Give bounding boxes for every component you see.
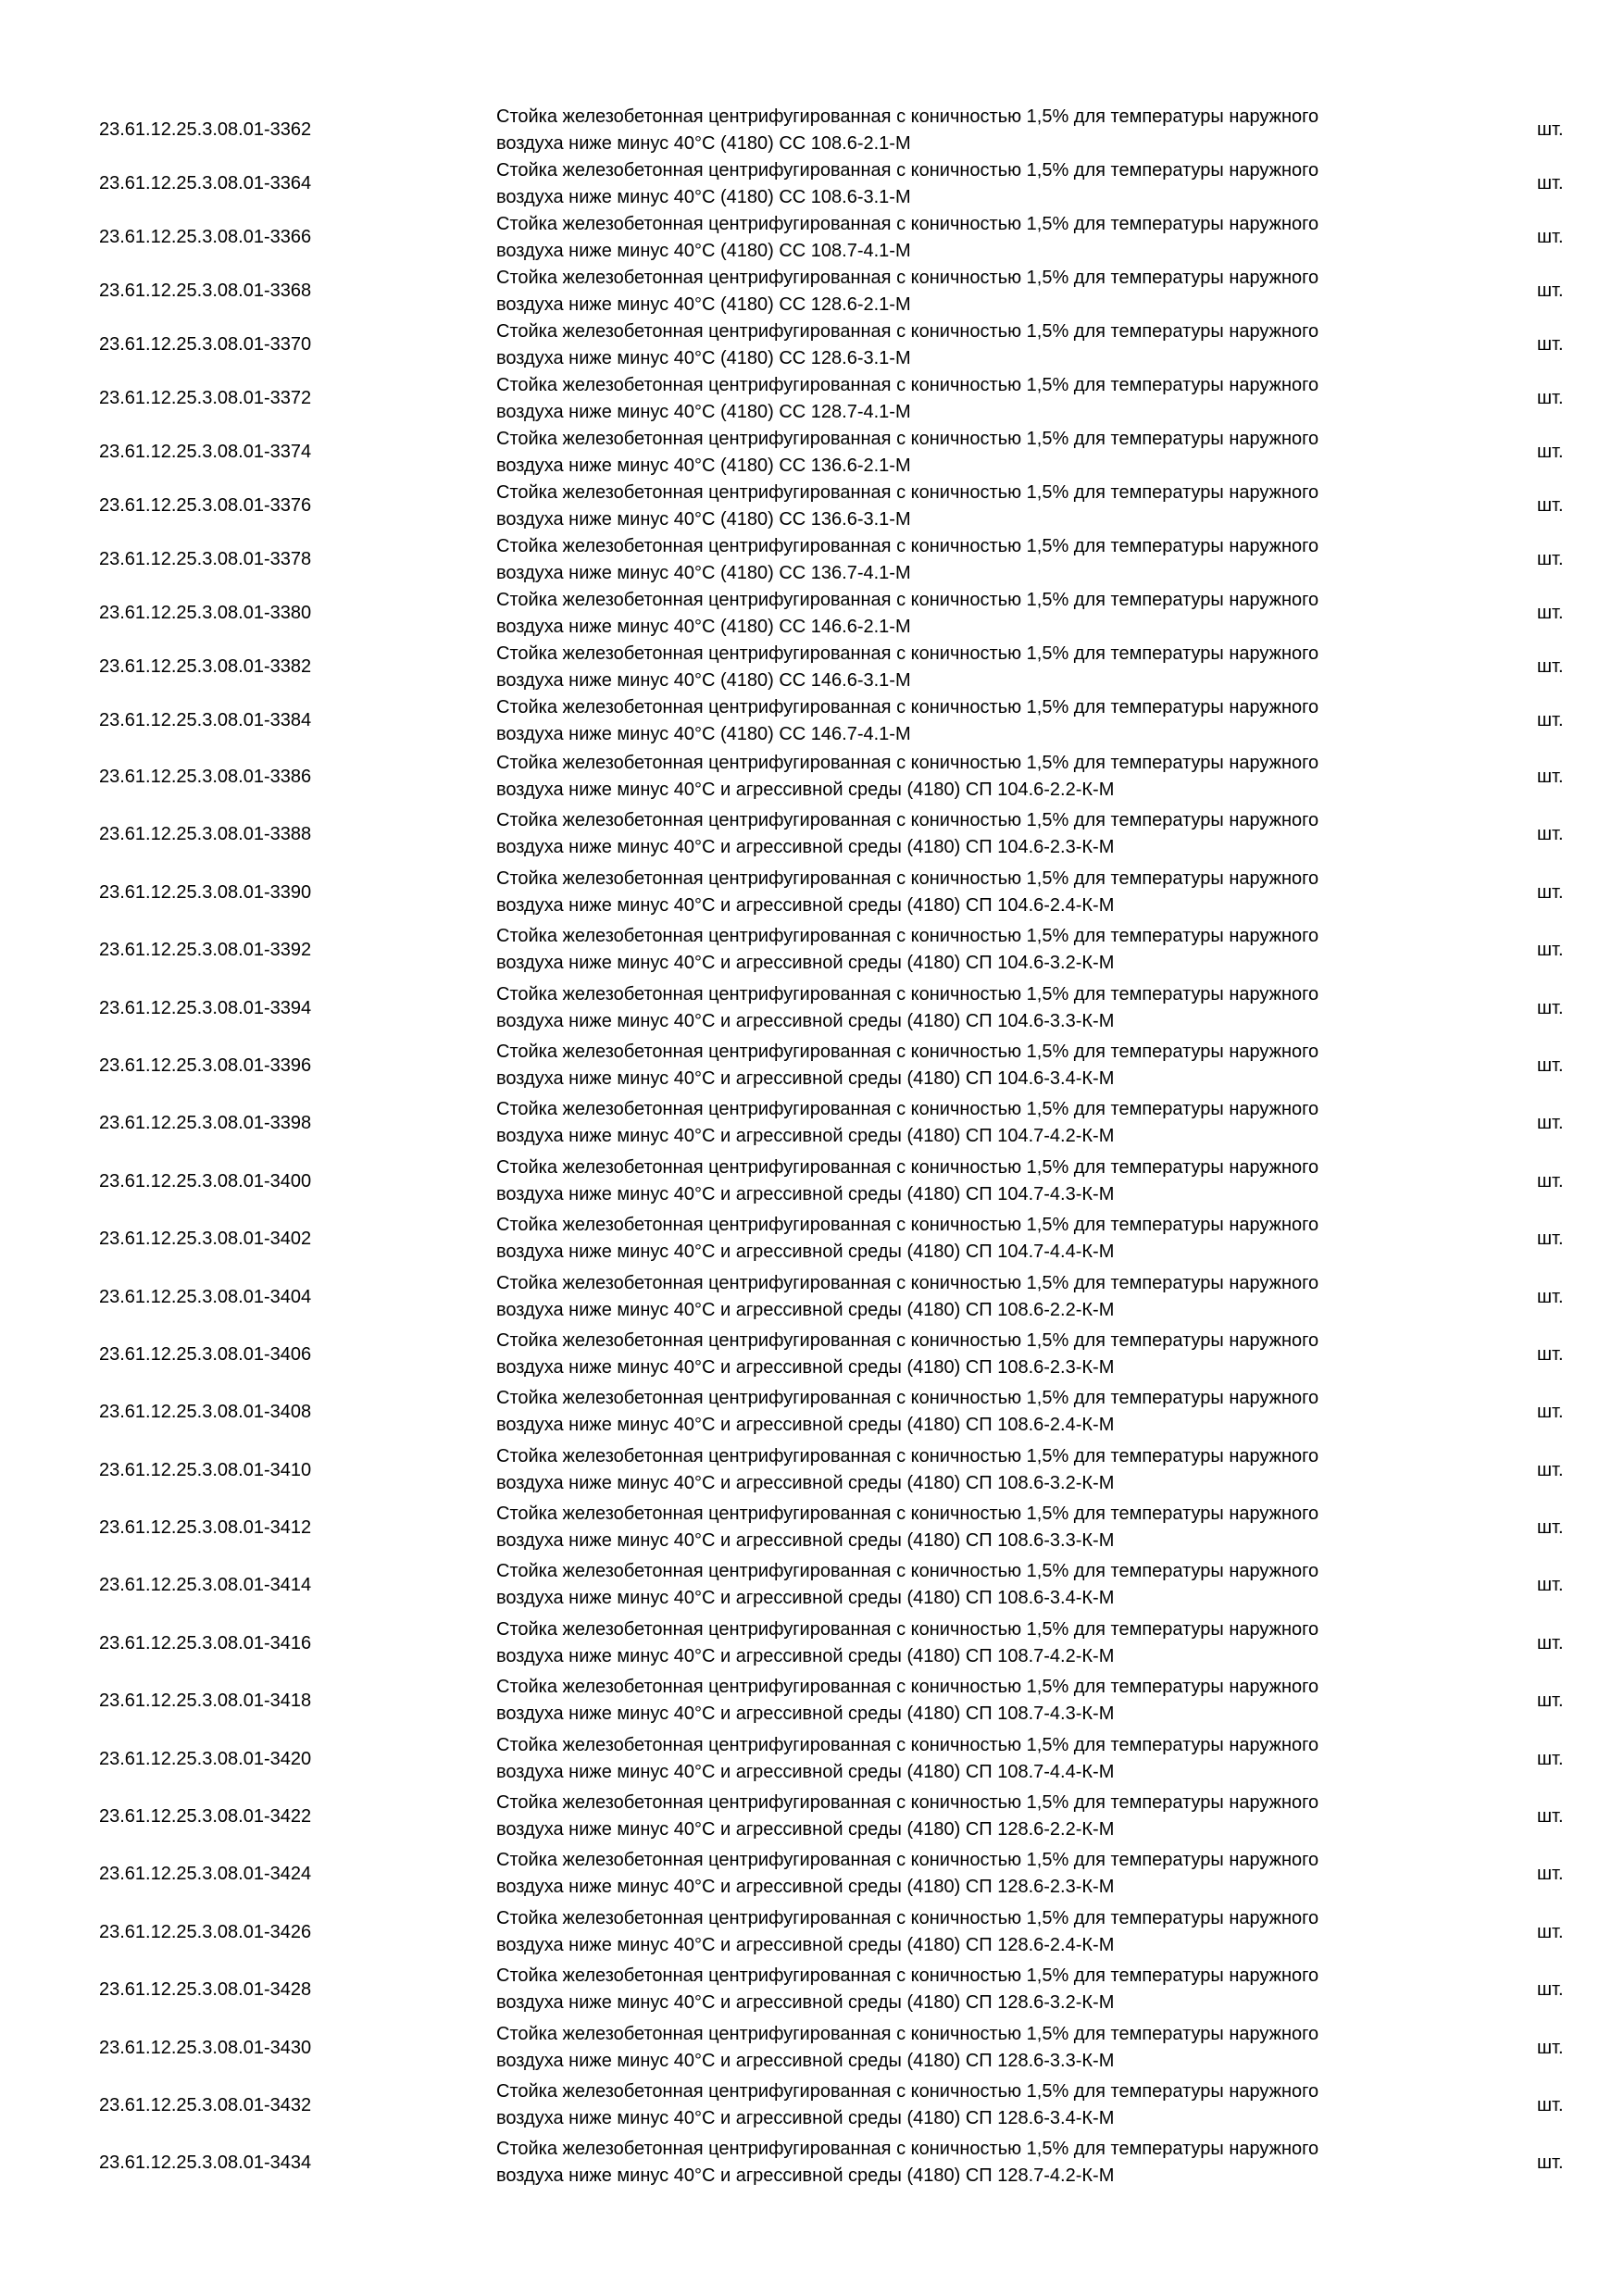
description-line-2: воздуха ниже минус 40°С (4180) СС 128.6-3.1-М [496, 348, 911, 368]
resource-code: 23.61.12.25.3.08.01-3428 [99, 1979, 312, 2001]
table-row [0, 533, 1624, 587]
description-line-2: воздуха ниже минус 40°С и агрессивной среды (4180) СП 108.6-2.2-К-М [496, 1299, 1115, 1320]
resource-code: 23.61.12.25.3.08.01-3388 [99, 824, 312, 845]
table-row [0, 1383, 1624, 1441]
resource-code: 23.61.12.25.3.08.01-3418 [99, 1691, 312, 1712]
description-line-1: Стойка железобетонная центрифугированная с коничностью 1,5% для температуры наружного [496, 106, 1319, 127]
description-line-1: Стойка железобетонная центрифугированная с коничностью 1,5% для температуры наружного [496, 321, 1319, 342]
description-line-2: воздуха ниже минус 40°С и агрессивной среды (4180) СП 104.6-3.4-К-М [496, 1067, 1115, 1089]
unit-of-measure: шт. [1537, 997, 1564, 1018]
resource-code: 23.61.12.25.3.08.01-3394 [99, 997, 312, 1018]
table-row [0, 1788, 1624, 1845]
table-row [0, 1961, 1624, 2018]
table-row [0, 2077, 1624, 2134]
table-row [0, 1903, 1624, 1961]
description-line-1: Стойка железобетонная центрифугированная с коничностью 1,5% для температуры наружного [496, 753, 1319, 773]
unit-of-measure: шт. [1537, 1864, 1564, 1885]
table-row [0, 1499, 1624, 1556]
description-line-1: Стойка железобетонная центрифугированная с коничностью 1,5% для температуры наружного [496, 429, 1319, 449]
resource-code: 23.61.12.25.3.08.01-3368 [99, 281, 312, 301]
resource-code: 23.61.12.25.3.08.01-3424 [99, 1864, 312, 1885]
unit-of-measure: шт. [1537, 1921, 1564, 1942]
description-line-2: воздуха ниже минус 40°С (4180) СС 108.6-3.1-М [496, 187, 911, 207]
resource-code: 23.61.12.25.3.08.01-3398 [99, 1113, 312, 1134]
unit-of-measure: шт. [1537, 1343, 1564, 1365]
description-line-2: воздуха ниже минус 40°С и агрессивной среды (4180) СП 108.6-2.3-К-М [496, 1356, 1115, 1378]
description-line-1: Стойка железобетонная центрифугированная с коничностью 1,5% для температуры наружного [496, 1041, 1319, 1062]
resource-description [496, 265, 1450, 318]
description-line-1: Стойка железобетонная центрифугированная с коничностью 1,5% для температуры наружного [496, 2023, 1319, 2044]
description-line-1: Стойка железобетонная центрифугированная с коничностью 1,5% для температуры наружного [496, 268, 1319, 288]
table-row [0, 318, 1624, 372]
resource-code: 23.61.12.25.3.08.01-3386 [99, 767, 312, 787]
description-line-2: воздуха ниже минус 40°С и агрессивной среды (4180) СП 108.6-3.2-К-М [496, 1472, 1115, 1493]
resource-code: 23.61.12.25.3.08.01-3414 [99, 1575, 312, 1596]
resource-code: 23.61.12.25.3.08.01-3422 [99, 1806, 312, 1828]
resource-description [496, 1212, 1450, 1266]
table-row [0, 1672, 1624, 1729]
unit-of-measure: шт. [1537, 281, 1564, 301]
resource-code: 23.61.12.25.3.08.01-3434 [99, 2152, 312, 2174]
resource-code: 23.61.12.25.3.08.01-3362 [99, 119, 312, 140]
price-list-table [0, 104, 1624, 2192]
resource-description [496, 1385, 1450, 1439]
description-line-1: Стойка железобетонная центрифугированная с коничностью 1,5% для температуры наружного [496, 1792, 1319, 1814]
resource-code: 23.61.12.25.3.08.01-3376 [99, 495, 312, 516]
unit-of-measure: шт. [1537, 1286, 1564, 1307]
table-row [0, 980, 1624, 1037]
resource-description [496, 426, 1450, 480]
resource-description [496, 157, 1450, 211]
unit-of-measure: шт. [1537, 2094, 1564, 2115]
unit-of-measure: шт. [1537, 1402, 1564, 1423]
description-line-1: Стойка железобетонная центрифугированная с коничностью 1,5% для температуры наружного [496, 1272, 1319, 1293]
description-line-2: воздуха ниже минус 40°С и агрессивной среды (4180) СП 108.6-3.3-К-М [496, 1530, 1115, 1552]
resource-description [496, 694, 1450, 748]
unit-of-measure: шт. [1537, 603, 1564, 623]
description-line-1: Стойка железобетонная центрифугированная с коничностью 1,5% для температуры наружного [496, 536, 1319, 556]
resource-code: 23.61.12.25.3.08.01-3430 [99, 2037, 312, 2058]
description-line-1: Стойка железобетонная центрифугированная с коничностью 1,5% для температуры наружного [496, 1907, 1319, 1928]
unit-of-measure: шт. [1537, 173, 1564, 193]
unit-of-measure: шт. [1537, 119, 1564, 140]
table-row [0, 1326, 1624, 1383]
resource-description [496, 1501, 1450, 1554]
description-line-2: воздуха ниже минус 40°С (4180) СС 146.6-3.1-М [496, 670, 911, 691]
unit-of-measure: шт. [1537, 388, 1564, 408]
description-line-2: воздуха ниже минус 40°С и агрессивной среды (4180) СП 128.7-4.2-К-М [496, 2165, 1115, 2187]
resource-code: 23.61.12.25.3.08.01-3390 [99, 881, 312, 903]
resource-code: 23.61.12.25.3.08.01-3402 [99, 1229, 312, 1250]
resource-code: 23.61.12.25.3.08.01-3408 [99, 1402, 312, 1423]
unit-of-measure: шт. [1537, 1632, 1564, 1653]
resource-code: 23.61.12.25.3.08.01-3404 [99, 1286, 312, 1307]
table-row [0, 1037, 1624, 1094]
resource-description [496, 1558, 1450, 1612]
unit-of-measure: шт. [1537, 227, 1564, 247]
table-row [0, 864, 1624, 921]
unit-of-measure: шт. [1537, 1748, 1564, 1769]
resource-code: 23.61.12.25.3.08.01-3364 [99, 173, 312, 193]
description-line-2: воздуха ниже минус 40°С и агрессивной среды (4180) СП 128.6-2.4-К-М [496, 1934, 1115, 1955]
description-line-1: Стойка железобетонная центрифугированная с коничностью 1,5% для температуры наружного [496, 1561, 1319, 1582]
table-row [0, 1441, 1624, 1499]
description-line-2: воздуха ниже минус 40°С и агрессивной среды (4180) СП 108.7-4.3-К-М [496, 1703, 1115, 1725]
description-line-2: воздуха ниже минус 40°С (4180) СС 128.7-4.1-М [496, 402, 911, 422]
description-line-2: воздуха ниже минус 40°С и агрессивной среды (4180) СП 104.6-2.3-К-М [496, 837, 1115, 858]
description-line-2: воздуха ниже минус 40°С и агрессивной среды (4180) СП 104.7-4.4-К-М [496, 1242, 1115, 1263]
resource-description [496, 1096, 1450, 1150]
description-line-2: воздуха ниже минус 40°С и агрессивной среды (4180) СП 104.6-2.2-К-М [496, 780, 1115, 800]
unit-of-measure: шт. [1537, 1054, 1564, 1076]
unit-of-measure: шт. [1537, 1575, 1564, 1596]
description-line-1: Стойка железобетонная центрифугированная с коничностью 1,5% для температуры наружного [496, 214, 1319, 234]
resource-code: 23.61.12.25.3.08.01-3400 [99, 1170, 312, 1192]
table-row [0, 2134, 1624, 2191]
resource-description [496, 211, 1450, 265]
table-row [0, 372, 1624, 426]
resource-description [496, 1674, 1450, 1728]
description-line-1: Стойка железобетонная центрифугированная с коничностью 1,5% для температуры наружного [496, 810, 1319, 831]
description-line-2: воздуха ниже минус 40°С (4180) СС 146.6-2.1-М [496, 617, 911, 637]
description-line-1: Стойка железобетонная центрифугированная с коничностью 1,5% для температуры наружного [496, 1504, 1319, 1525]
resource-description [496, 104, 1450, 157]
description-line-2: воздуха ниже минус 40°С и агрессивной среды (4180) СП 128.6-3.4-К-М [496, 2107, 1115, 2128]
unit-of-measure: шт. [1537, 1229, 1564, 1250]
unit-of-measure: шт. [1537, 1691, 1564, 1712]
description-line-1: Стойка железобетонная центрифугированная с коничностью 1,5% для температуры наружного [496, 1099, 1319, 1120]
table-row [0, 2019, 1624, 2077]
description-line-2: воздуха ниже минус 40°С и агрессивной среды (4180) СП 108.7-4.2-К-М [496, 1645, 1115, 1666]
resource-description [496, 533, 1450, 587]
unit-of-measure: шт. [1537, 1517, 1564, 1539]
description-line-2: воздуха ниже минус 40°С и агрессивной среды (4180) СП 128.6-3.2-К-М [496, 1992, 1115, 2014]
unit-of-measure: шт. [1537, 1113, 1564, 1134]
unit-of-measure: шт. [1537, 824, 1564, 845]
resource-description [496, 1847, 1450, 1901]
resource-code: 23.61.12.25.3.08.01-3412 [99, 1517, 312, 1539]
resource-description [496, 1039, 1450, 1092]
resource-description [496, 2136, 1450, 2190]
unit-of-measure: шт. [1537, 1459, 1564, 1480]
resource-code: 23.61.12.25.3.08.01-3406 [99, 1343, 312, 1365]
description-line-2: воздуха ниже минус 40°С (4180) СС 108.6-2.1-М [496, 133, 911, 154]
resource-code: 23.61.12.25.3.08.01-3432 [99, 2094, 312, 2115]
description-line-2: воздуха ниже минус 40°С (4180) СС 146.7-4.1-М [496, 724, 911, 744]
resource-code: 23.61.12.25.3.08.01-3426 [99, 1921, 312, 1942]
unit-of-measure: шт. [1537, 2152, 1564, 2174]
resource-code: 23.61.12.25.3.08.01-3366 [99, 227, 312, 247]
description-line-2: воздуха ниже минус 40°С (4180) СС 136.7-4.1-М [496, 563, 911, 583]
description-line-1: Стойка железобетонная центрифугированная с коничностью 1,5% для температуры наружного [496, 1329, 1319, 1351]
table-row [0, 157, 1624, 211]
description-line-1: Стойка железобетонная центрифугированная с коничностью 1,5% для температуры наружного [496, 2139, 1319, 2160]
resource-description [496, 641, 1450, 694]
description-line-2: воздуха ниже минус 40°С (4180) СС 128.6-2.1-М [496, 294, 911, 315]
table-row [0, 104, 1624, 157]
resource-description [496, 750, 1450, 804]
unit-of-measure: шт. [1537, 334, 1564, 355]
description-line-2: воздуха ниже минус 40°С и агрессивной среды (4180) СП 108.6-3.4-К-М [496, 1588, 1115, 1609]
resource-code: 23.61.12.25.3.08.01-3372 [99, 388, 312, 408]
unit-of-measure: шт. [1537, 2037, 1564, 2058]
resource-description [496, 480, 1450, 533]
description-line-2: воздуха ниже минус 40°С и агрессивной среды (4180) СП 104.7-4.3-К-М [496, 1183, 1115, 1204]
description-line-1: Стойка железобетонная центрифугированная с коничностью 1,5% для температуры наружного [496, 643, 1319, 664]
table-row [0, 1556, 1624, 1614]
table-row [0, 641, 1624, 694]
resource-description [496, 587, 1450, 641]
description-line-2: воздуха ниже минус 40°С (4180) СС 136.6-2.1-М [496, 455, 911, 476]
resource-code: 23.61.12.25.3.08.01-3374 [99, 442, 312, 462]
unit-of-measure: шт. [1537, 1806, 1564, 1828]
description-line-1: Стойка железобетонная центрифугированная с коничностью 1,5% для температуры наружного [496, 2080, 1319, 2102]
description-line-2: воздуха ниже минус 40°С и агрессивной среды (4180) СП 128.6-2.2-К-М [496, 1819, 1115, 1841]
resource-description [496, 1790, 1450, 1843]
table-row [0, 748, 1624, 805]
resource-description [496, 807, 1450, 861]
resource-code: 23.61.12.25.3.08.01-3392 [99, 940, 312, 961]
description-line-1: Стойка железобетонная центрифугированная с коничностью 1,5% для температуры наружного [496, 926, 1319, 947]
table-row [0, 1268, 1624, 1326]
unit-of-measure: шт. [1537, 1979, 1564, 2001]
resource-code: 23.61.12.25.3.08.01-3420 [99, 1748, 312, 1769]
table-row [0, 1845, 1624, 1903]
resource-description [496, 1616, 1450, 1670]
resource-code: 23.61.12.25.3.08.01-3382 [99, 656, 312, 677]
resource-code: 23.61.12.25.3.08.01-3378 [99, 549, 312, 569]
unit-of-measure: шт. [1537, 549, 1564, 569]
unit-of-measure: шт. [1537, 881, 1564, 903]
description-line-1: Стойка железобетонная центрифугированная с коничностью 1,5% для температуры наружного [496, 590, 1319, 610]
resource-code: 23.61.12.25.3.08.01-3416 [99, 1632, 312, 1653]
description-line-1: Стойка железобетонная центрифугированная с коничностью 1,5% для температуры наружного [496, 375, 1319, 395]
resource-description [496, 866, 1450, 919]
description-line-1: Стойка железобетонная центрифугированная с коничностью 1,5% для температуры наружного [496, 1734, 1319, 1755]
description-line-1: Стойка железобетонная центрифугированная с коничностью 1,5% для температуры наружного [496, 1388, 1319, 1409]
resource-code: 23.61.12.25.3.08.01-3384 [99, 710, 312, 730]
description-line-2: воздуха ниже минус 40°С и агрессивной среды (4180) СП 128.6-2.3-К-М [496, 1877, 1115, 1898]
resource-description [496, 1443, 1450, 1497]
resource-code: 23.61.12.25.3.08.01-3380 [99, 603, 312, 623]
resource-code: 23.61.12.25.3.08.01-3396 [99, 1054, 312, 1076]
table-row [0, 694, 1624, 748]
resource-description [496, 1154, 1450, 1208]
table-row [0, 587, 1624, 641]
resource-description [496, 2021, 1450, 2075]
unit-of-measure: шт. [1537, 442, 1564, 462]
description-line-2: воздуха ниже минус 40°С (4180) СС 136.6-3.1-М [496, 509, 911, 530]
description-line-1: Стойка железобетонная центрифугированная с коничностью 1,5% для температуры наружного [496, 1445, 1319, 1466]
table-row [0, 1094, 1624, 1152]
resource-code: 23.61.12.25.3.08.01-3410 [99, 1459, 312, 1480]
description-line-1: Стойка железобетонная центрифугированная с коничностью 1,5% для температуры наружного [496, 1677, 1319, 1698]
description-line-2: воздуха ниже минус 40°С (4180) СС 108.7-4.1-М [496, 241, 911, 261]
table-row [0, 1615, 1624, 1672]
resource-description [496, 318, 1450, 372]
description-line-2: воздуха ниже минус 40°С и агрессивной среды (4180) СП 104.6-3.3-К-М [496, 1010, 1115, 1031]
table-row [0, 1730, 1624, 1788]
table-row [0, 921, 1624, 979]
resource-description [496, 923, 1450, 977]
unit-of-measure: шт. [1537, 940, 1564, 961]
resource-description [496, 1270, 1450, 1324]
description-line-2: воздуха ниже минус 40°С и агрессивной среды (4180) СП 128.6-3.3-К-М [496, 2050, 1115, 2071]
resource-description [496, 981, 1450, 1035]
description-line-1: Стойка железобетонная центрифугированная с коничностью 1,5% для температуры наружного [496, 1965, 1319, 1987]
table-row [0, 1153, 1624, 1210]
table-row [0, 211, 1624, 265]
description-line-2: воздуха ниже минус 40°С и агрессивной среды (4180) СП 108.7-4.4-К-М [496, 1761, 1115, 1782]
table-row [0, 480, 1624, 533]
description-line-1: Стойка железобетонная центрифугированная с коничностью 1,5% для температуры наружного [496, 697, 1319, 718]
table-row [0, 426, 1624, 480]
description-line-1: Стойка железобетонная центрифугированная с коничностью 1,5% для температуры наружного [496, 1156, 1319, 1178]
resource-description [496, 1328, 1450, 1381]
table-row [0, 805, 1624, 863]
unit-of-measure: шт. [1537, 767, 1564, 787]
description-line-2: воздуха ниже минус 40°С и агрессивной среды (4180) СП 104.6-3.2-К-М [496, 953, 1115, 974]
unit-of-measure: шт. [1537, 710, 1564, 730]
resource-description [496, 1732, 1450, 1786]
table-row [0, 1210, 1624, 1267]
description-line-1: Стойка железобетонная центрифугированная с коничностью 1,5% для температуры наружного [496, 482, 1319, 503]
resource-description [496, 1963, 1450, 2016]
resource-code: 23.61.12.25.3.08.01-3370 [99, 334, 312, 355]
resource-description [496, 372, 1450, 426]
description-line-2: воздуха ниже минус 40°С и агрессивной среды (4180) СП 104.6-2.4-К-М [496, 894, 1115, 916]
description-line-1: Стойка железобетонная центрифугированная с коничностью 1,5% для температуры наружного [496, 867, 1319, 889]
description-line-1: Стойка железобетонная центрифугированная с коничностью 1,5% для температуры наружного [496, 1215, 1319, 1236]
description-line-1: Стойка железобетонная центрифугированная с коничностью 1,5% для температуры наружного [496, 160, 1319, 181]
unit-of-measure: шт. [1537, 656, 1564, 677]
table-row [0, 265, 1624, 318]
unit-of-measure: шт. [1537, 1170, 1564, 1192]
description-line-1: Стойка железобетонная центрифугированная с коничностью 1,5% для температуры наружного [496, 1850, 1319, 1871]
description-line-1: Стойка железобетонная центрифугированная с коничностью 1,5% для температуры наружного [496, 983, 1319, 1004]
unit-of-measure: шт. [1537, 495, 1564, 516]
resource-description [496, 2078, 1450, 2132]
description-line-2: воздуха ниже минус 40°С и агрессивной среды (4180) СП 104.7-4.2-К-М [496, 1126, 1115, 1147]
description-line-2: воздуха ниже минус 40°С и агрессивной среды (4180) СП 108.6-2.4-К-М [496, 1415, 1115, 1436]
description-line-1: Стойка железобетонная центрифугированная с коничностью 1,5% для температуры наружного [496, 1618, 1319, 1640]
resource-description [496, 1905, 1450, 1959]
